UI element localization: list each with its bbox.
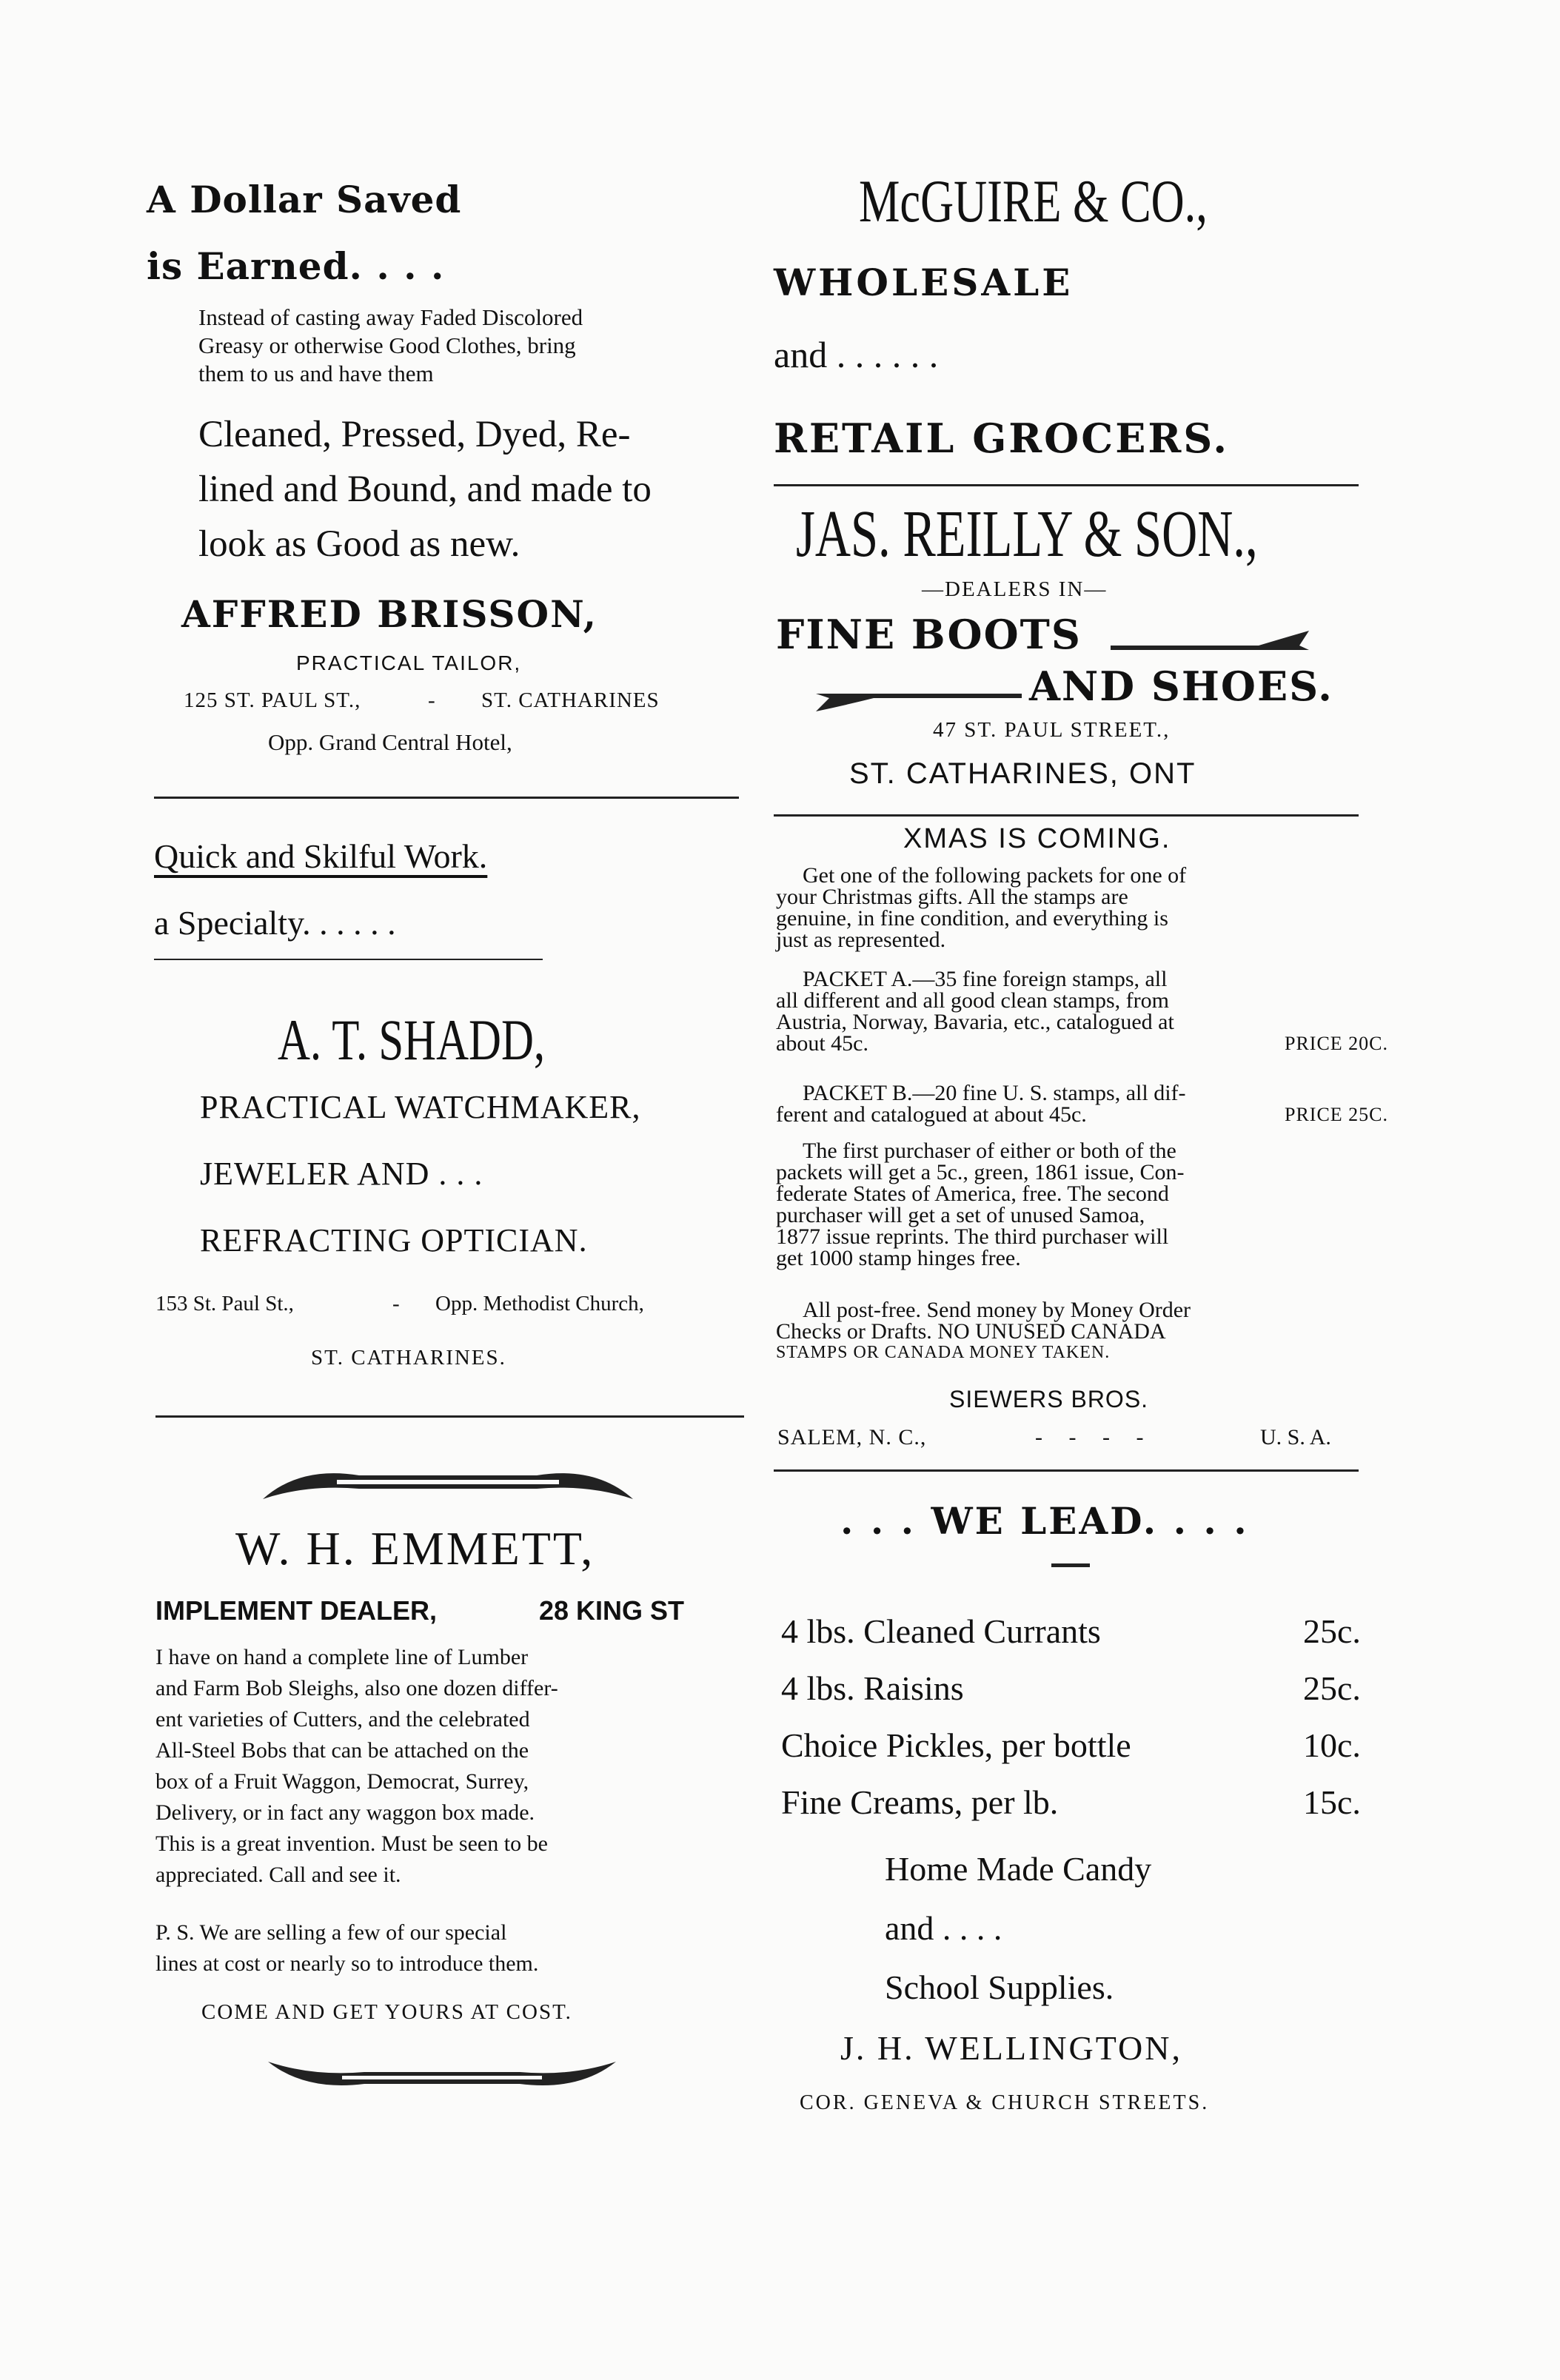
emmett-body-line: Delivery, or in fact any waggon box made. [155,1800,535,1825]
dollar-services-line: Cleaned, Pressed, Dyed, Re- [198,414,631,455]
shadd-address-left: 153 St. Paul St., [155,1292,294,1315]
xmas-address-right: U. S. A. [1260,1425,1331,1449]
emmett-body-line: This is a great invention. Must be seen to be [155,1831,548,1856]
reilly-shoes: AND SHOES. [1029,663,1333,710]
xmas-packet-b-line: PACKET B.—20 fine U. S. stamps, all dif- [803,1081,1186,1105]
wellington-extra-line: School Supplies. [885,1968,1114,2006]
divider [774,814,1359,817]
xmas-offer-line: packets will get a 5c., green, 1861 issue, Con- [776,1160,1185,1184]
xmas-postfree-line: Checks or Drafts. NO UNUSED CANADA [776,1319,1166,1344]
emmett-role: IMPLEMENT DEALER, [155,1595,438,1626]
emmett-street: 28 KING ST [539,1595,685,1626]
brisson-opp: Opp. Grand Central Hotel, [268,729,512,755]
shadd-specialty-line: a Specialty. . . . . . [154,904,396,942]
wellington-item-price: 25c. [1303,1612,1361,1650]
emmett-body-line: and Farm Bob Sleighs, also one dozen differ- [155,1676,558,1700]
dollar-intro-line: them to us and have them [198,361,434,386]
shadd-name: A. T. SHADD, [278,1008,546,1072]
dollar-title-line2: is Earned. . . . [147,244,445,288]
dollar-title-line1: A Dollar Saved [147,178,462,221]
xmas-packet-a-line: about 45c. [776,1031,868,1056]
shadd-quick-line: Quick and Skilful Work. [154,837,488,875]
xmas-offer [776,1140,1185,1269]
ornament-icon [255,1462,640,1506]
xmas-title: XMAS IS COMING. [903,823,1171,854]
xmas-sign: SIEWERS BROS. [949,1386,1149,1412]
emmett-body-line: box of a Fruit Waggon, Democrat, Surrey, [155,1769,529,1794]
xmas-postfree-line: All post-free. Send money by Money Order [803,1298,1191,1322]
brisson-address-left: 125 ST. PAUL ST., [184,688,361,712]
brisson-name: AFFRED BRISSON, [181,592,598,636]
emmett-ps-line: P. S. We are selling a few of our special [155,1920,507,1945]
dollar-intro-line: Instead of casting away Faded Discolored [198,304,583,330]
divider [154,797,739,799]
xmas-address-dashes: - - - - [1035,1425,1154,1449]
xmas-intro-line: just as represented. [776,928,946,952]
emmett-body-line: ent varieties of Cutters, and the celebrated [155,1707,530,1732]
wellington-extras [885,1840,1151,2017]
xmas-offer-line: purchaser will get a set of unused Samoa, [776,1203,1145,1227]
reilly-city: ST. CATHARINES, ONT [849,757,1196,790]
shadd-role-3: REFRACTING OPTICIAN. [200,1222,588,1258]
xmas-postfree-line: STAMPS OR CANADA MONEY TAKEN. [776,1343,1111,1362]
wellington-item [781,1660,1131,1717]
wellington-item-price: 15c. [1303,1783,1361,1821]
wellington-item-label: 4 lbs. Cleaned Currants [781,1612,1101,1650]
wellington-title: . . . WE LEAD. . . . [840,1499,1249,1543]
wellington-extra-line: and . . . . [885,1909,1002,1947]
emmett-body-line: All-Steel Bobs that can be attached on the [155,1738,529,1763]
xmas-packet-a-line: all different and all good clean stamps, from [776,988,1169,1013]
wellington-address: COR. GENEVA & CHURCH STREETS. [800,2091,1210,2114]
shadd-role-1: PRACTICAL WATCHMAKER, [200,1089,641,1125]
emmett-name: W. H. EMMETT, [235,1522,595,1575]
dollar-services-line: look as Good as new. [198,523,520,565]
dollar-intro-line: Greasy or otherwise Good Clothes, bring [198,332,576,358]
divider [1051,1563,1090,1567]
xmas-packet-a [776,968,1174,1054]
emmett-ps-line: lines at cost or nearly so to introduce them. [155,1951,539,1976]
xmas-address-left: SALEM, N. C., [777,1425,927,1449]
xmas-packet-b-line: ferent and catalogued at about 45c. [776,1102,1087,1127]
wellington-prices [1303,1603,1361,1831]
brisson-role: PRACTICAL TAILOR, [296,651,522,674]
wellington-item-price: 10c. [1303,1726,1361,1764]
xmas-packet-b-price: PRICE 25C. [1285,1104,1389,1125]
mcguire-line3: RETAIL GROCERS. [774,415,1230,462]
xmas-packet-a-line: PACKET A.—35 fine foreign stamps, all [803,967,1168,991]
emmett-body-line: I have on hand a complete line of Lumber [155,1645,529,1669]
xmas-packet-a-price: PRICE 20C. [1285,1033,1389,1054]
emmett-closing: COME AND GET YOURS AT COST. [201,2000,572,2024]
dollar-services-line: lined and Bound, and made to [198,469,652,510]
wellington-items [781,1603,1131,1831]
divider [774,484,1359,486]
reilly-name: JAS. REILLY & SON., [796,497,1258,571]
shadd-address-right: Opp. Methodist Church, [435,1292,644,1315]
dollar-services [198,407,652,571]
xmas-intro-line: your Christmas gifts. All the stamps are [776,885,1128,909]
xmas-packet-a-line: Austria, Norway, Bavaria, etc., catalogued at [776,1010,1174,1034]
xmas-packet-b [776,1082,1186,1125]
emmett-body-line: appreciated. Call and see it. [155,1863,401,1887]
wellington-item-label: Fine Creams, per lb. [781,1783,1059,1821]
dollar-intro [198,304,583,388]
wellington-item-label: Choice Pickles, per bottle [781,1726,1131,1764]
wellington-name: J. H. WELLINGTON, [840,2029,1182,2067]
mcguire-name: McGUIRE & CO., [859,167,1208,235]
wellington-item [781,1717,1131,1774]
divider [774,1469,1359,1472]
shadd-role-2: JEWELER AND . . . [200,1156,483,1192]
wellington-extra-line: Home Made Candy [885,1850,1152,1888]
wellington-item [781,1603,1131,1660]
mcguire-line1: WHOLESALE [774,261,1074,304]
wellington-item-label: 4 lbs. Raisins [781,1669,964,1707]
reilly-boots: FINE BOOTS [776,611,1082,658]
emmett-ps [155,1917,538,1980]
xmas-offer-line: The first purchaser of either or both of the [803,1139,1176,1163]
reilly-dealers: —DEALERS IN— [922,577,1108,601]
xmas-offer-line: 1877 issue reprints. The third purchaser will [776,1224,1169,1249]
mcguire-line2: and . . . . . . [774,334,939,375]
brisson-address-dash: - [428,688,435,712]
ornament-icon [261,2054,623,2099]
shadd-address-dash: - [392,1292,400,1315]
underline [154,959,543,960]
xmas-postfree [776,1299,1191,1364]
brisson-address-right: ST. CATHARINES [481,688,660,712]
wellington-item [781,1774,1131,1831]
xmas-intro-line: Get one of the following packets for one of [803,863,1187,888]
emmett-body [155,1642,558,1891]
shadd-city: ST. CATHARINES. [311,1346,506,1370]
wellington-item-price: 25c. [1303,1669,1361,1707]
xmas-offer-line: get 1000 stamp hinges free. [776,1246,1021,1270]
xmas-intro-line: genuine, in fine condition, and everything is [776,906,1168,931]
xmas-intro [776,865,1186,951]
ornament-icon [1111,629,1310,651]
ornament-icon [814,692,1022,714]
reilly-address: 47 ST. PAUL STREET., [933,718,1171,742]
divider [155,1415,744,1418]
xmas-offer-line: federate States of America, free. The second [776,1181,1169,1206]
